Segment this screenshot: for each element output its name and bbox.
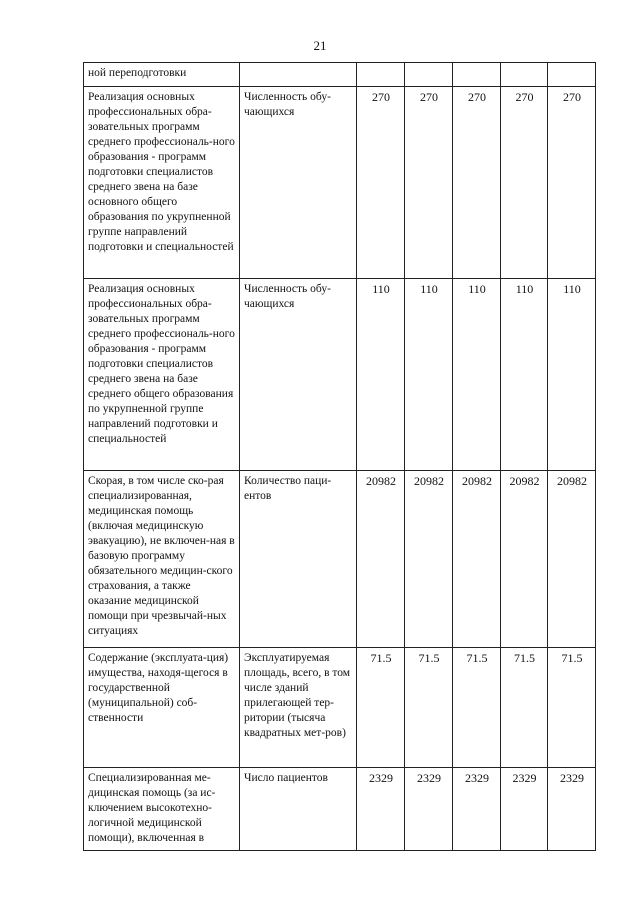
value-cell: 110 [453, 279, 501, 471]
table-row [84, 768, 596, 851]
value-cell: 20982 [453, 471, 501, 648]
value-cell: 270 [453, 87, 501, 279]
value-cell: 270 [548, 87, 596, 279]
service-cell: Реализация основных профессиональных обра-зовательных программ среднего профессиональ-ного образования - программ подготовки специалистов среднего звена на базе основного общего образования по укрупненной группе направлений подготовки и специальностей [84, 87, 240, 279]
indicator-cell: Эксплуатируемая площадь, всего, в том числе зданий прилегающей тер-ритории (тысяча квадратных мет-ров) [240, 648, 357, 768]
value-cell: 270 [357, 87, 405, 279]
value-cell: 110 [548, 279, 596, 471]
value-cell: 110 [405, 279, 453, 471]
value-cell: 71.5 [405, 648, 453, 768]
value-cell [548, 63, 596, 87]
services-table [83, 62, 596, 851]
indicator-cell: Численность обу-чающихся [240, 87, 357, 279]
value-cell: 2329 [501, 768, 548, 851]
indicator-cell: Количество паци-ентов [240, 471, 357, 648]
value-cell: 71.5 [357, 648, 405, 768]
service-cell: Специализированная ме-дицинская помощь (за ис-ключением высокотехно-логичной медицинской помощи), включенная в [84, 768, 240, 851]
value-cell: 71.5 [548, 648, 596, 768]
table-row [84, 648, 596, 768]
service-cell: ной переподготовки [84, 63, 240, 87]
value-cell: 20982 [548, 471, 596, 648]
table-row [84, 471, 596, 648]
value-cell: 20982 [357, 471, 405, 648]
value-cell: 110 [501, 279, 548, 471]
table-row [84, 63, 596, 87]
indicator-cell: Число пациентов [240, 768, 357, 851]
value-cell: 2329 [357, 768, 405, 851]
value-cell: 2329 [548, 768, 596, 851]
table-row [84, 87, 596, 279]
value-cell: 2329 [405, 768, 453, 851]
service-cell: Содержание (эксплуата-ция) имущества, находя-щегося в государственной (муниципальной) соб-ственности [84, 648, 240, 768]
page-number: 21 [313, 38, 327, 53]
value-cell [453, 63, 501, 87]
value-cell: 71.5 [501, 648, 548, 768]
table-row [84, 279, 596, 471]
value-cell: 20982 [405, 471, 453, 648]
indicator-cell: Численность обу-чающихся [240, 279, 357, 471]
value-cell [405, 63, 453, 87]
value-cell: 270 [501, 87, 548, 279]
value-cell [357, 63, 405, 87]
value-cell: 71.5 [453, 648, 501, 768]
value-cell: 2329 [453, 768, 501, 851]
service-cell: Скорая, в том числе ско-рая специализированная, медицинская помощь (включая медицинскую эвакуацию), не включен-ная в базовую программу обязательного медицин-ского страхования, а также оказание медицинской помощи при чрезвычай-ных ситуациях [84, 471, 240, 648]
indicator-cell [240, 63, 357, 87]
service-cell: Реализация основных профессиональных обра-зовательных программ среднего профессиональ-ного образования - программ подготовки специалистов среднего звена на базе среднего общего образования по укрупненной группе направлений подготовки и специальностей [84, 279, 240, 471]
value-cell [501, 63, 548, 87]
value-cell: 270 [405, 87, 453, 279]
value-cell: 20982 [501, 471, 548, 648]
value-cell: 110 [357, 279, 405, 471]
